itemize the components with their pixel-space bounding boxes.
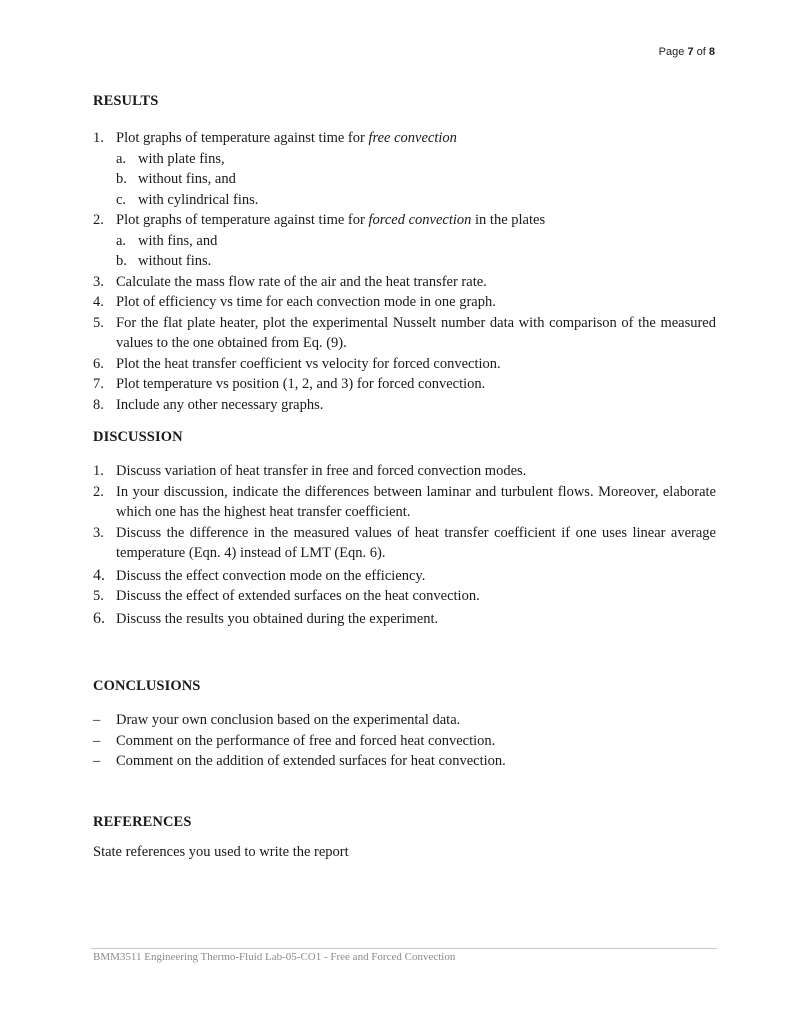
results-section — [93, 128, 716, 415]
sub-text: with fins, and — [138, 232, 218, 249]
discussion-item-1 — [93, 461, 716, 482]
results-item-1 — [93, 128, 716, 210]
item-text: Discuss the results you obtained during the experiment. — [116, 610, 439, 627]
sub-letter: a. — [116, 232, 127, 249]
list-number: 5. — [93, 588, 104, 604]
results-heading: RESULTS — [93, 93, 159, 109]
list-number: 4. — [93, 294, 104, 310]
list-number: 1. — [93, 463, 104, 479]
list-number: 3. — [93, 524, 104, 541]
sub-text: without fins, and — [138, 171, 236, 187]
results-item-7 — [93, 374, 716, 395]
footer-text: BMM3511 Engineering Thermo-Fluid Lab-05-CO1 - Free and Forced Convection — [93, 951, 456, 963]
results-list — [93, 128, 716, 415]
sub-text: with cylindrical fins. — [138, 191, 259, 208]
list-number: 2. — [93, 212, 104, 228]
list-number: 3. — [93, 273, 104, 290]
page-label: Page — [658, 46, 685, 58]
sub-text: with plate fins, — [138, 150, 225, 167]
list-number: 1. — [93, 130, 104, 146]
item-text: Comment on the addition of extended surfaces for heat convection. — [116, 753, 506, 769]
sub-item — [116, 251, 716, 272]
sub-item — [116, 169, 716, 190]
list-number: 8. — [93, 396, 104, 413]
item-text: Plot temperature vs position (1, 2, and 3) for forced convection. — [116, 376, 486, 392]
item-text: Discuss the effect convection mode on the efficiency. — [116, 567, 426, 584]
item-text: For the flat plate heater, plot the experimental Nusselt number data with comparison of the measured values to the one obtained from Eq. (9). — [116, 314, 716, 351]
item-tail: in the plates — [471, 212, 546, 228]
results-item-4 — [93, 292, 716, 313]
sub-item — [116, 231, 716, 252]
discussion-item-3 — [93, 523, 716, 564]
list-number: 2. — [93, 483, 104, 500]
results-item-5 — [93, 313, 716, 354]
references-text: State references you used to write the report — [93, 844, 349, 860]
results-item-2 — [93, 210, 716, 272]
item-text: Discuss the difference in the measured values of heat transfer coefficient if one uses linear average temperature (Eqn. 4) instead of LMT (Eqn. 6). — [116, 524, 716, 561]
item-text: Include any other necessary graphs. — [116, 396, 324, 413]
conclusions-item-3 — [93, 751, 716, 772]
references-heading: REFERENCES — [93, 814, 192, 830]
discussion-item-2 — [93, 482, 716, 523]
discussion-item-6 — [93, 609, 716, 630]
sub-item — [116, 149, 716, 170]
list-number: 6. — [93, 355, 104, 372]
page-of: of — [696, 46, 706, 58]
conclusions-item-1 — [93, 710, 716, 731]
sub-text: without fins. — [138, 253, 212, 269]
sub-letter: b. — [116, 171, 127, 187]
results-item-6 — [93, 354, 716, 375]
results-item-8 — [93, 395, 716, 416]
item-text: Calculate the mass flow rate of the air and the heat transfer rate. — [116, 273, 487, 290]
list-number: 4. — [93, 566, 105, 584]
conclusions-list — [93, 710, 716, 772]
list-number: 6. — [93, 609, 105, 627]
results-sublist-1 — [116, 149, 716, 211]
results-item-3 — [93, 272, 716, 293]
dash-bullet: – — [93, 753, 101, 769]
item-text: Discuss the effect of extended surfaces on the heat convection. — [116, 588, 480, 604]
page-current: 7 — [687, 46, 694, 58]
dash-bullet: – — [93, 712, 101, 728]
discussion-list — [93, 461, 716, 629]
item-emphasis: forced convection — [368, 212, 472, 228]
conclusions-item-2 — [93, 731, 716, 752]
item-text: Discuss variation of heat transfer in free and forced convection modes. — [116, 463, 527, 479]
item-text: Draw your own conclusion based on the experimental data. — [116, 712, 461, 728]
item-text: Comment on the performance of free and forced heat convection. — [116, 732, 496, 749]
item-text: Plot of efficiency vs time for each convection mode in one graph. — [116, 294, 496, 310]
discussion-section — [93, 461, 716, 629]
discussion-item-4 — [93, 566, 716, 587]
discussion-item-5 — [93, 586, 716, 607]
results-sublist-2 — [116, 231, 716, 272]
sub-item — [116, 190, 716, 211]
item-text: Plot the heat transfer coefficient vs velocity for forced convection. — [116, 355, 501, 372]
list-number: 7. — [93, 376, 104, 392]
sub-letter: c. — [116, 191, 127, 208]
footer-divider — [91, 948, 717, 949]
conclusions-section — [93, 710, 716, 772]
item-text: Plot graphs of temperature against time for — [116, 212, 369, 228]
sub-letter: a. — [116, 150, 127, 167]
item-emphasis: free convection — [368, 130, 457, 146]
conclusions-heading: CONCLUSIONS — [93, 678, 201, 694]
list-number: 5. — [93, 314, 104, 331]
item-text: In your discussion, indicate the differences between laminar and turbulent flows. Moreover, elaborate which one has the highest heat transfer coefficient. — [116, 483, 716, 520]
discussion-heading: DISCUSSION — [93, 429, 183, 445]
page-total: 8 — [708, 46, 715, 58]
page-number — [659, 46, 715, 58]
dash-bullet: – — [93, 732, 101, 749]
item-text: Plot graphs of temperature against time for — [116, 130, 369, 146]
sub-letter: b. — [116, 253, 127, 269]
